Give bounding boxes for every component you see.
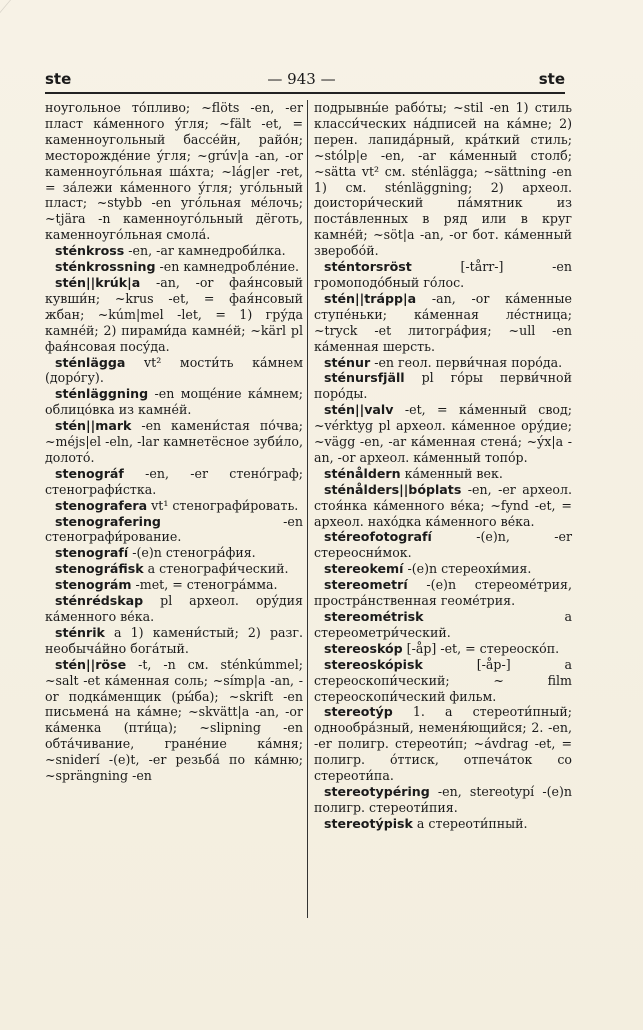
dictionary-entry: [45, 466, 303, 498]
entry-headword: sténkross: [55, 243, 125, 259]
dictionary-entry: [314, 466, 572, 482]
entry-definition: a 1) камени́стый; 2) разг. необыча́йно бога́тый.: [45, 624, 303, 656]
entry-definition: -(e)n, -er стереосни́мок.: [314, 529, 572, 561]
entry-headword: stenográm: [55, 577, 132, 593]
dictionary-entry: [314, 529, 572, 561]
entry-headword: stenografering: [55, 513, 161, 529]
entry-headword: sténursfjäll: [324, 370, 405, 386]
header-left-guideword: ste: [45, 70, 72, 88]
entry-headword: sténtorsröst: [324, 259, 412, 275]
dictionary-entry: [45, 100, 303, 243]
entry-definition: vt² мости́ть ка́мнем (доро́гу).: [45, 354, 303, 386]
entry-definition: -met, = стеногра́мма.: [131, 577, 278, 593]
entry-definition: ка́менный век.: [400, 465, 503, 481]
entry-headword: sténålders||bóplats: [324, 481, 462, 497]
entry-definition: -en стенографи́рование.: [45, 513, 303, 545]
left-column: [45, 100, 303, 784]
entry-headword: stereoskópisk: [324, 656, 423, 672]
dictionary-entry: [314, 370, 572, 402]
entry-definition: a стереоти́пный.: [412, 815, 528, 831]
dictionary-entry: [314, 704, 572, 784]
dictionary-entry: [45, 243, 303, 259]
entry-definition: -en, stereotypí -(e)n полигр. стереоти́пия.: [314, 783, 572, 815]
entry-definition: ноугольное то́пливо; ~flöts -en, -er пласт ка́менного у́гля; ~fält -et, = каменноугольный бассе́йн, райо́н; месторожде́ние у́гля; ~grúv|a -an, -or каменноуго́льная ша́хта; ~lág|er -ret, = за́лежи ка́менного у́гля; уго́льный пласт; ~stybb -en уго́льная ме́лочь; ~tjära -n каменноуго́льный дёготь, каменноуго́льная смола́.: [45, 100, 303, 243]
dictionary-entry: [314, 641, 572, 657]
dictionary-entry: [45, 275, 303, 355]
entry-headword: stereoskóp: [324, 640, 403, 656]
entry-definition: -en камнедробле́ние.: [155, 259, 300, 275]
entry-headword: stereotýpisk: [324, 815, 413, 831]
dictionary-entry: [45, 625, 303, 657]
entry-headword: stén||röse: [55, 656, 127, 672]
dictionary-entry: [314, 291, 572, 355]
dictionary-entry: [314, 609, 572, 641]
entry-definition: -en геол. перви́чная поро́да.: [370, 354, 563, 370]
entry-headword: sténrik: [55, 624, 105, 640]
entry-definition: [-tårr-] -en громоподо́бный го́лос.: [314, 259, 572, 290]
entry-definition: [-åp-] a стереоскопи́ческий; ~ film стереоскопи́ческий фильм.: [314, 656, 572, 704]
dictionary-entry: [45, 498, 303, 514]
entry-definition: pl го́ры перви́чной поро́ды.: [314, 370, 572, 402]
entry-headword: stenográfisk: [55, 561, 144, 577]
entry-headword: stéreofotografí: [324, 529, 432, 545]
entry-headword: stenografera: [55, 497, 148, 513]
entry-headword: stenografí: [55, 545, 129, 561]
dictionary-entry: [45, 259, 303, 275]
entry-definition: [-åp] -et, = стереоско́п.: [402, 640, 560, 656]
entry-definition: -et, = ка́менный свод; ~vérktyg pl археол. ка́менное ору́дие; ~vägg -en, -ar ка́менная стена́; ~ýx|a -an, -or археол. ка́менный топо́р.: [314, 402, 572, 465]
entry-definition: -(e)n стереохи́мия.: [403, 561, 532, 577]
dictionary-entry: [45, 545, 303, 561]
entry-headword: sténur: [324, 354, 371, 370]
entry-definition: -an, -or фая́нсовый кувши́н; ~krus -et, = фая́нсовый жбан; ~kúm|mel -let, = 1) гру́да камне́й; 2) пирами́да камне́й; ~kärl pl фая́нсовая посу́да.: [45, 274, 303, 354]
dictionary-entry: [314, 657, 572, 705]
entry-definition: -en, -er археол. стоя́нка ка́менного ве́ка; ~fynd -et, = археол. нахо́дка ка́менного ве́ка.: [314, 481, 572, 529]
dictionary-entry: [45, 577, 303, 593]
dictionary-entry: [314, 100, 572, 259]
entry-definition: 1. a стереоти́пный; однообра́зный, неменя́ющийся; 2. -en, -er полигр. стереоти́п; ~ávdrag -et, = полигр. о́ттиск, отпеча́ток со стереоти́па.: [314, 704, 572, 784]
entry-definition: -en камени́стая по́чва; ~méjs|el -eln, -lar камнетёсное зуби́ло, долото́.: [45, 418, 303, 465]
dictionary-entry: [314, 355, 572, 371]
entry-headword: stenográf: [55, 465, 124, 481]
dictionary-entry: [45, 514, 303, 546]
entry-definition: -an, -or ка́менные ступе́ньки; ка́менная ле́стница; ~tryck -et литогра́фия; ~ull -en ка́менная шерсть.: [314, 290, 572, 354]
entry-headword: sténåldern: [324, 465, 401, 481]
dictionary-entry: [45, 593, 303, 625]
entry-headword: stén||trápp|a: [324, 290, 417, 306]
dictionary-entry: [314, 577, 572, 609]
dictionary-entry: [314, 482, 572, 530]
dictionary-entry: [314, 259, 572, 291]
entry-headword: stereotýp: [324, 704, 393, 720]
entry-definition: pl археол. ору́дия ка́менного ве́ка.: [45, 593, 303, 624]
entry-definition: -t, -n см. sténkúmmel; ~salt -et ка́менная соль; ~símp|a -an, -or подка́менщик (ры́ба); ~skrift -en письмена́ на ка́мне; ~skvätt|a -an, -or ка́менка (пти́ца); ~slipning -en обта́чивание, гране́ние ка́мня; ~sniderí -(e)t, -er резьба́ по ка́мню; ~sprängning -en: [45, 656, 303, 784]
dictionary-entry: [314, 561, 572, 577]
page-number: — 943 —: [267, 70, 336, 88]
right-column: [314, 100, 572, 832]
entry-definition: -(e)n стеногра́фия.: [128, 545, 256, 561]
entry-definition: a стереометри́ческий.: [314, 609, 572, 640]
header-right-guideword: ste: [538, 70, 565, 88]
header-rule: [45, 92, 565, 94]
entry-definition: -en моще́ние ка́мнем; облицо́вка из камне́й.: [45, 386, 303, 418]
dictionary-entry: [314, 784, 572, 816]
dictionary-entry: [45, 418, 303, 466]
dictionary-entry: [314, 402, 572, 466]
entry-headword: sténläggning: [55, 386, 149, 402]
entry-headword: stén||krúk|a: [55, 274, 141, 290]
entry-definition: подрывны́е рабо́ты; ~stil -en 1) стиль класси́ческих на́дписей на ка́мне; 2) перен. лапида́рный, кра́ткий стиль; ~stólp|e -en, -ar ка́менный столб; ~sätta vt² см. sténlägga; ~sättning -en 1) см. sténläggning; 2) археол. доистори́ческий па́мятник из поста́вленных в ряд или в круг камне́й; ~söt|a -an, -or бот. ка́менный зверобо́й.: [314, 100, 572, 259]
entry-headword: sténlägga: [55, 354, 126, 370]
entry-headword: stereokemí: [324, 561, 404, 577]
entry-definition: -(e)n стереоме́трия, простра́нственная геоме́трия.: [314, 577, 572, 609]
entry-definition: -en, -er стено́граф; стенографи́стка.: [45, 465, 303, 497]
dictionary-entry: [45, 386, 303, 418]
dictionary-entry: [314, 816, 572, 832]
dictionary-entry: [45, 355, 303, 387]
entry-headword: sténrédskap: [55, 593, 144, 609]
entry-headword: stén||mark: [55, 418, 132, 434]
dictionary-entry: [45, 657, 303, 784]
entry-headword: stereotypéring: [324, 783, 430, 799]
entry-definition: vt¹ стенографи́ровать.: [147, 497, 299, 513]
column-divider: [307, 100, 308, 918]
entry-definition: a стенографи́ческий.: [143, 561, 289, 577]
entry-definition: -en, -ar камнедроби́лка.: [124, 243, 286, 259]
entry-headword: stereometrí: [324, 577, 408, 593]
entry-headword: stén||valv: [324, 402, 394, 418]
entry-headword: sténkrossning: [55, 259, 156, 275]
page-fold-mark: [0, 0, 101, 70]
entry-headword: stereométrisk: [324, 609, 424, 624]
dictionary-entry: [45, 561, 303, 577]
